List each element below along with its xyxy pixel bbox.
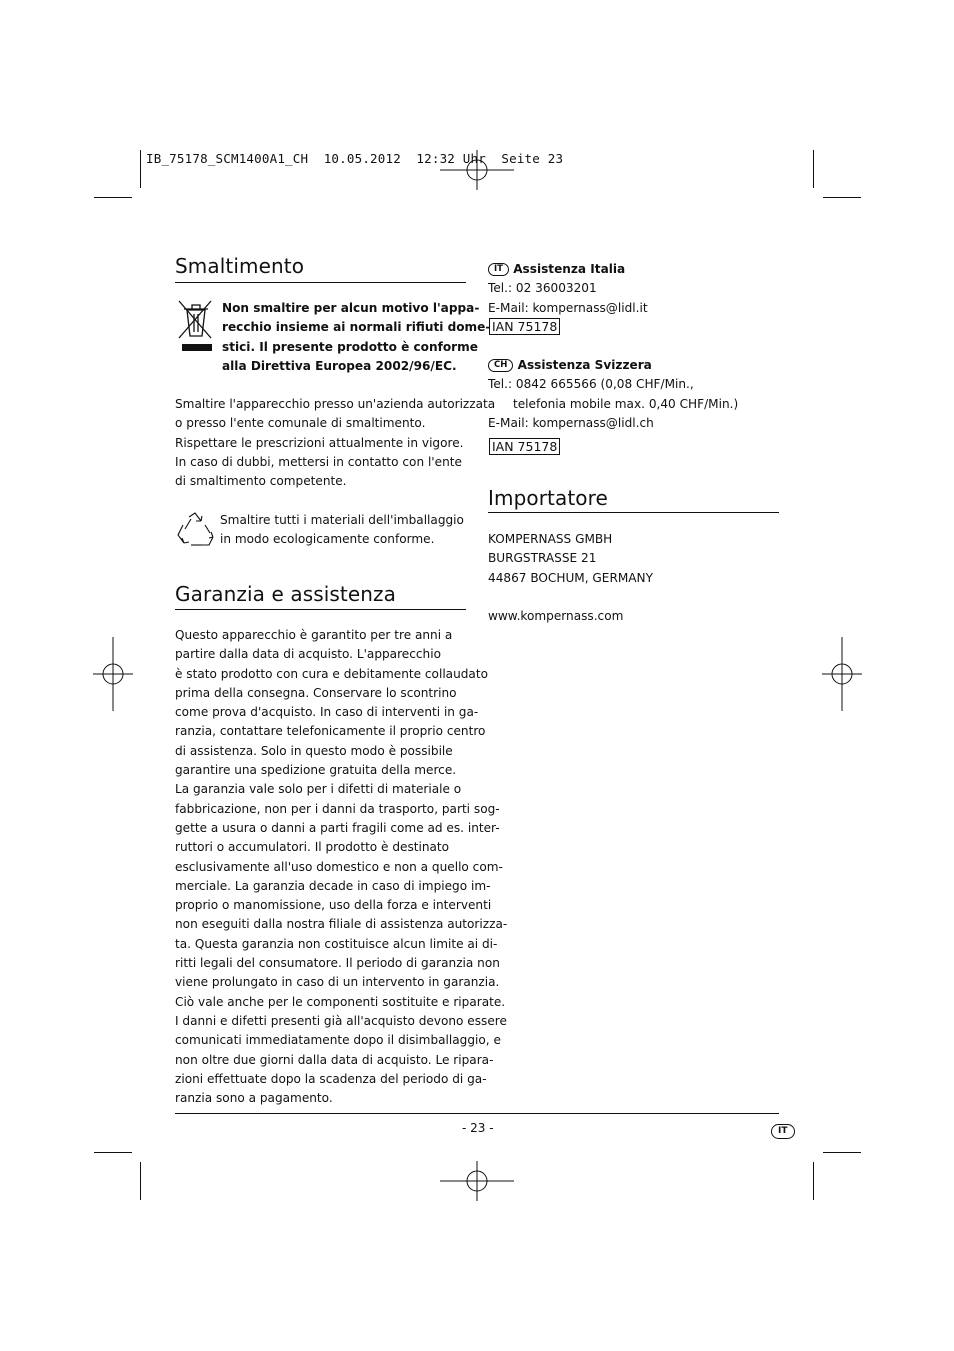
garanzia-line: garantire una spedizione gratuita della merce.: [175, 763, 457, 778]
garanzia-line: ritti legali del consumatore. Il periodo di garanzia non: [175, 956, 500, 971]
assistenza-italia: [488, 260, 648, 318]
body-line: Smaltire l'apparecchio presso un'azienda autorizzata: [175, 397, 496, 411]
importatore-address: [488, 530, 653, 588]
garanzia-line: La garanzia vale solo per i difetti di materiale o: [175, 782, 462, 797]
assistenza-svizzera: [488, 356, 738, 433]
garanzia-line: ta. Questa garanzia non costituisce alcun limite ai di-: [175, 936, 498, 951]
garanzia-line: Questo apparecchio è garantito per tre anni a: [175, 628, 453, 642]
garanzia-line: di assistenza. Solo in questo modo è possibile: [175, 743, 453, 758]
warning-line: recchio insieme ai normali rifiuti dome-: [222, 320, 491, 335]
address-line: KOMPERNASS GMBH: [488, 532, 613, 546]
address-line: 44867 BOCHUM, GERMANY: [488, 570, 653, 585]
warning-line: stici. Il presente prodotto è conforme: [222, 339, 478, 354]
assistenza-italia-title: Assistenza Italia: [513, 262, 626, 276]
smaltimento-heading: Smaltimento: [175, 254, 305, 278]
garanzia-heading: Garanzia e assistenza: [175, 582, 396, 606]
country-badge-it: IT: [488, 263, 509, 276]
warning-block: [222, 299, 490, 376]
garanzia-line: I danni e difetti presenti già all'acquisto devono essere: [175, 1013, 507, 1028]
email-svizzera: E-Mail: kompernass@lidl.ch: [488, 415, 654, 430]
email-italia: E-Mail: kompernass@lidl.it: [488, 300, 648, 315]
crossed-bin-icon: [177, 298, 213, 356]
garanzia-line: come prova d'acquisto. In caso di interventi in ga-: [175, 705, 479, 720]
print-slug: IB_75178_SCM1400A1_CH 10.05.2012 12:32 Uhr Seite 23: [146, 151, 564, 166]
tel-svizzera-mobile: telefonia mobile max. 0,40 CHF/Min.): [513, 396, 739, 411]
garanzia-line: fabbricazione, non per i danni da trasporto, parti sog-: [175, 801, 500, 816]
warning-line: Non smaltire per alcun motivo l'appa-: [222, 301, 480, 315]
garanzia-line: ranzia, contattare telefonicamente il proprio centro: [175, 724, 486, 739]
garanzia-line: Ciò vale anche per le componenti sostituite e riparate.: [175, 994, 506, 1009]
tel-svizzera: Tel.: 0842 665566 (0,08 CHF/Min.,: [488, 377, 694, 392]
garanzia-line: proprio o manomissione, uso della forza e interventi: [175, 898, 492, 913]
garanzia-line: non oltre due giorni dalla data di acquisto. Le ripara-: [175, 1052, 494, 1067]
garanzia-body: [175, 626, 507, 1108]
footer-lang-badge: [771, 1121, 795, 1140]
body-line: Rispettare le prescrizioni attualmente in vigore.: [175, 435, 464, 450]
garanzia-line: prima della consegna. Conservare lo scontrino: [175, 685, 457, 700]
address-line: BURGSTRASSE 21: [488, 551, 597, 566]
garanzia-line: gette a usura o danni a parti fragili come ad es. inter-: [175, 820, 500, 835]
assistenza-svizzera-title: Assistenza Svizzera: [517, 358, 652, 372]
country-badge-footer: IT: [771, 1124, 795, 1139]
garanzia-line: partire dalla data di acquisto. L'apparecchio: [175, 647, 441, 662]
body-line: In caso di dubbi, mettersi in contatto con l'ente: [175, 454, 462, 469]
recycle-icon: [175, 511, 215, 549]
garanzia-line: non eseguiti dalla nostra filiale di assistenza autorizza-: [175, 917, 508, 932]
garanzia-line: ranzia sono a pagamento.: [175, 1091, 333, 1106]
packaging-block: [220, 511, 464, 550]
garanzia-line: esclusivamente all'uso domestico e non a quello com-: [175, 859, 503, 874]
ian-box-svizzera: IAN 75178: [489, 438, 560, 455]
garanzia-line: ruttori o accumulatori. Il prodotto è destinato: [175, 840, 450, 855]
garanzia-line: è stato prodotto con cura e debitamente collaudato: [175, 666, 488, 681]
body-line: o presso l'ente comunale di smaltimento.: [175, 416, 426, 431]
garanzia-line: comunicati immediatamente dopo il disimballaggio, e: [175, 1033, 501, 1048]
page-number: - 23 -: [462, 1121, 494, 1135]
ian-box-italia: IAN 75178: [489, 318, 560, 335]
garanzia-line: zioni effettuate dopo la scadenza del periodo di ga-: [175, 1071, 487, 1086]
body-line: di smaltimento competente.: [175, 474, 347, 489]
packaging-line: in modo ecologicamente conforme.: [220, 532, 435, 547]
garanzia-line: merciale. La garanzia decade in caso di impiego im-: [175, 878, 491, 893]
country-badge-ch: CH: [488, 359, 513, 372]
garanzia-line: viene prolungato in caso di un intervento in garanzia.: [175, 975, 500, 990]
website-link[interactable]: www.kompernass.com: [488, 609, 624, 623]
warning-line: alla Direttiva Europea 2002/96/EC.: [222, 358, 457, 373]
smaltimento-body: [175, 395, 495, 491]
importatore-heading: Importatore: [488, 486, 608, 510]
packaging-line: Smaltire tutti i materiali dell'imballaggio: [220, 513, 464, 527]
tel-italia: Tel.: 02 36003201: [488, 281, 597, 296]
